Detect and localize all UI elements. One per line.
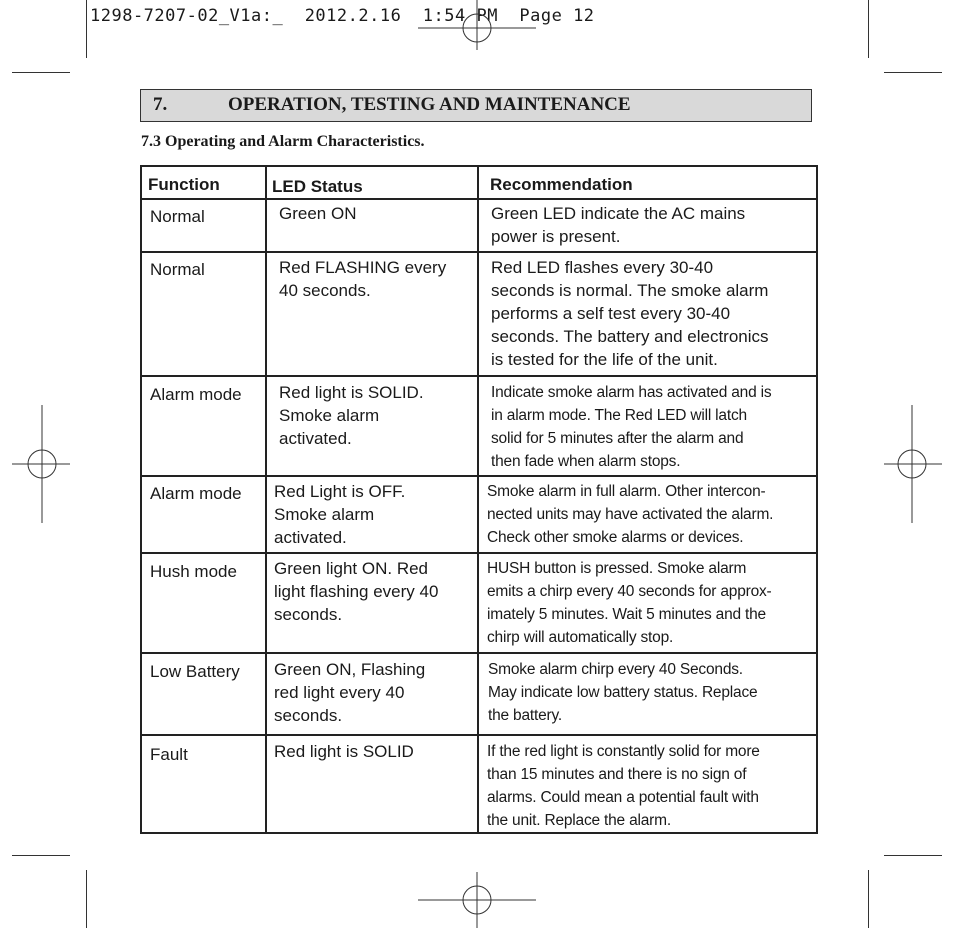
row-led-status: Red light is SOLID. Smoke alarm activated. (279, 383, 424, 448)
header-recommendation: Recommendation (490, 175, 633, 194)
header-function: Function (148, 175, 220, 194)
row-recommendation: Smoke alarm in full alarm. Other intercon- nected units may have activated the alarm. Check other smoke alarms or devices. (487, 483, 774, 546)
row-led-status: Green light ON. Red light flashing every 40 seconds. (274, 559, 439, 624)
crop-mark (884, 72, 942, 73)
row-led-status: Red Light is OFF. Smoke alarm activated. (274, 482, 406, 547)
crop-mark (868, 0, 869, 58)
section-title: OPERATION, TESTING AND MAINTENANCE (228, 94, 631, 115)
row-recommendation: Green LED indicate the AC mains power is present. (491, 204, 746, 246)
section-heading (140, 89, 812, 122)
row-led-status: Red light is SOLID (274, 742, 414, 761)
row-function: Fault (150, 745, 188, 764)
crop-mark (868, 870, 869, 928)
crop-mark (884, 855, 942, 856)
registration-mark-bottom (418, 870, 536, 928)
row-function: Alarm mode (150, 484, 242, 503)
registration-mark-left (12, 405, 70, 523)
row-recommendation: If the red light is constantly solid for more than 15 minutes and there is no sign of alarms. Could mean a potential fault with the unit. Replace the alarm. (487, 743, 760, 829)
row-recommendation: HUSH button is pressed. Smoke alarm emits a chirp every 40 seconds for approx- imately 5 minutes. Wait 5 minutes and the chirp will automatically stop. (487, 560, 772, 646)
row-led-status: Green ON (279, 204, 357, 223)
row-led-status: Green ON, Flashing red light every 40 seconds. (274, 660, 426, 725)
section-number: 7. (153, 94, 168, 115)
crop-mark (12, 855, 70, 856)
registration-mark-top (418, 0, 536, 50)
row-recommendation: Red LED flashes every 30-40 seconds is normal. The smoke alarm performs a self test every 30-40 seconds. The battery and electronics is tested for the life of the unit. (491, 258, 769, 369)
row-function: Low Battery (150, 662, 240, 681)
row-function: Alarm mode (150, 385, 242, 404)
characteristics-table (140, 165, 818, 834)
row-function: Normal (150, 260, 205, 279)
crop-mark (12, 72, 70, 73)
row-recommendation: Smoke alarm chirp every 40 Seconds. May indicate low battery status. Replace the battery. (488, 661, 758, 724)
row-led-status: Red FLASHING every 40 seconds. (279, 258, 447, 300)
print-slug: 1298-7207-02_V1a:_ 2012.2.16 1:54 PM Page 12 (90, 6, 595, 26)
crop-mark (86, 0, 87, 58)
subsection-title: 7.3 Operating and Alarm Characteristics. (141, 133, 425, 150)
row-recommendation: Indicate smoke alarm has activated and is in alarm mode. The Red LED will latch solid for 5 minutes after the alarm and then fade when alarm stops. (491, 384, 772, 470)
registration-mark-right (884, 405, 942, 523)
row-function: Normal (150, 207, 205, 226)
crop-mark (86, 870, 87, 928)
header-led-status: LED Status (272, 177, 363, 196)
row-function: Hush mode (150, 562, 237, 581)
